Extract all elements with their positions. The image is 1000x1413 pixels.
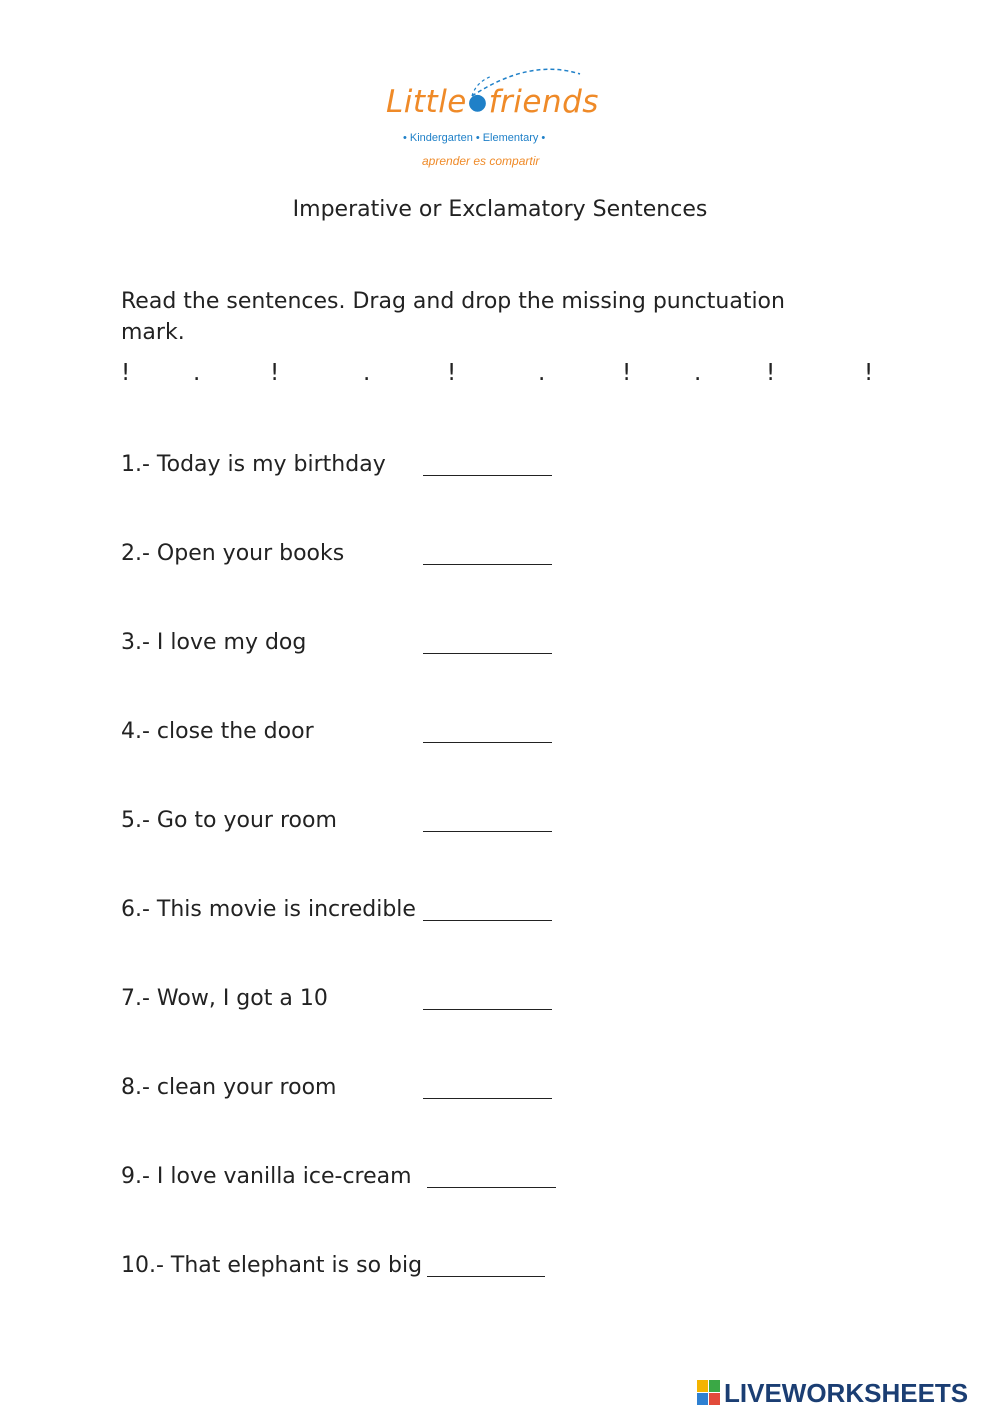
sentence-5: 5.- Go to your room: [121, 808, 337, 833]
sentence-3: 3.- I love my dog: [121, 630, 307, 655]
answer-drop-zone-4[interactable]: [423, 742, 552, 743]
sentence-7: 7.- Wow, I got a 10: [121, 986, 328, 1011]
draggable-punctuation-mark[interactable]: !: [864, 360, 874, 386]
answer-drop-zone-5[interactable]: [423, 831, 552, 832]
answer-drop-zone-7[interactable]: [423, 1009, 552, 1010]
sentence-6: 6.- This movie is incredible: [121, 897, 416, 922]
answer-drop-zone-3[interactable]: [423, 653, 552, 654]
answer-drop-zone-1[interactable]: [423, 475, 552, 476]
sentence-1: 1.- Today is my birthday: [121, 452, 386, 477]
draggable-punctuation-mark[interactable]: !: [121, 360, 131, 386]
instructions: Read the sentences. Drag and drop the missing punctuation mark.: [121, 289, 785, 345]
sentence-2: 2.- Open your books: [121, 541, 345, 566]
draggable-punctuation-mark[interactable]: .: [363, 360, 371, 386]
liveworksheets-logo-icon: [697, 1380, 721, 1406]
answer-drop-zone-2[interactable]: [423, 564, 552, 565]
liveworksheets-footer: [697, 1376, 997, 1410]
school-logo: [380, 62, 620, 174]
draggable-punctuation-mark[interactable]: .: [193, 360, 201, 386]
logo-dot-icon: ●: [467, 90, 488, 115]
sentence-10: 10.- That elephant is so big: [121, 1253, 423, 1278]
draggable-punctuation-mark[interactable]: .: [538, 360, 546, 386]
answer-drop-zone-9[interactable]: [427, 1187, 556, 1188]
answer-drop-zone-8[interactable]: [423, 1098, 552, 1099]
bullet-icon: •: [541, 132, 546, 144]
answer-drop-zone-6[interactable]: [423, 920, 552, 921]
logo-subtitle-kindergarten: Kindergarten: [409, 132, 473, 144]
draggable-punctuation-mark[interactable]: !: [622, 360, 632, 386]
logo-tagline: aprender es compartir: [422, 154, 540, 168]
sentence-9: 9.- I love vanilla ice-cream: [121, 1164, 412, 1189]
bullet-icon: •: [403, 132, 407, 144]
bullet-icon: •: [475, 132, 480, 144]
logo-name: [386, 84, 599, 120]
answer-drop-zone-10[interactable]: [427, 1276, 545, 1277]
draggable-punctuation-mark[interactable]: !: [447, 360, 457, 386]
logo-subtitle: [400, 132, 548, 144]
draggable-punctuation-mark[interactable]: .: [694, 360, 702, 386]
draggable-punctuation-mark[interactable]: !: [766, 360, 776, 386]
logo-word-friends: friends: [488, 84, 599, 120]
logo-word-little: Little: [386, 84, 467, 120]
worksheet-title: Imperative or Exclamatory Sentences: [292, 197, 708, 222]
liveworksheets-brand: LIVEWORKSHEETS: [724, 1378, 969, 1408]
sentence-4: 4.- close the door: [121, 719, 314, 744]
logo-subtitle-elementary: Elementary: [482, 132, 539, 144]
sentence-8: 8.- clean your room: [121, 1075, 337, 1100]
draggable-punctuation-mark[interactable]: !: [270, 360, 280, 386]
